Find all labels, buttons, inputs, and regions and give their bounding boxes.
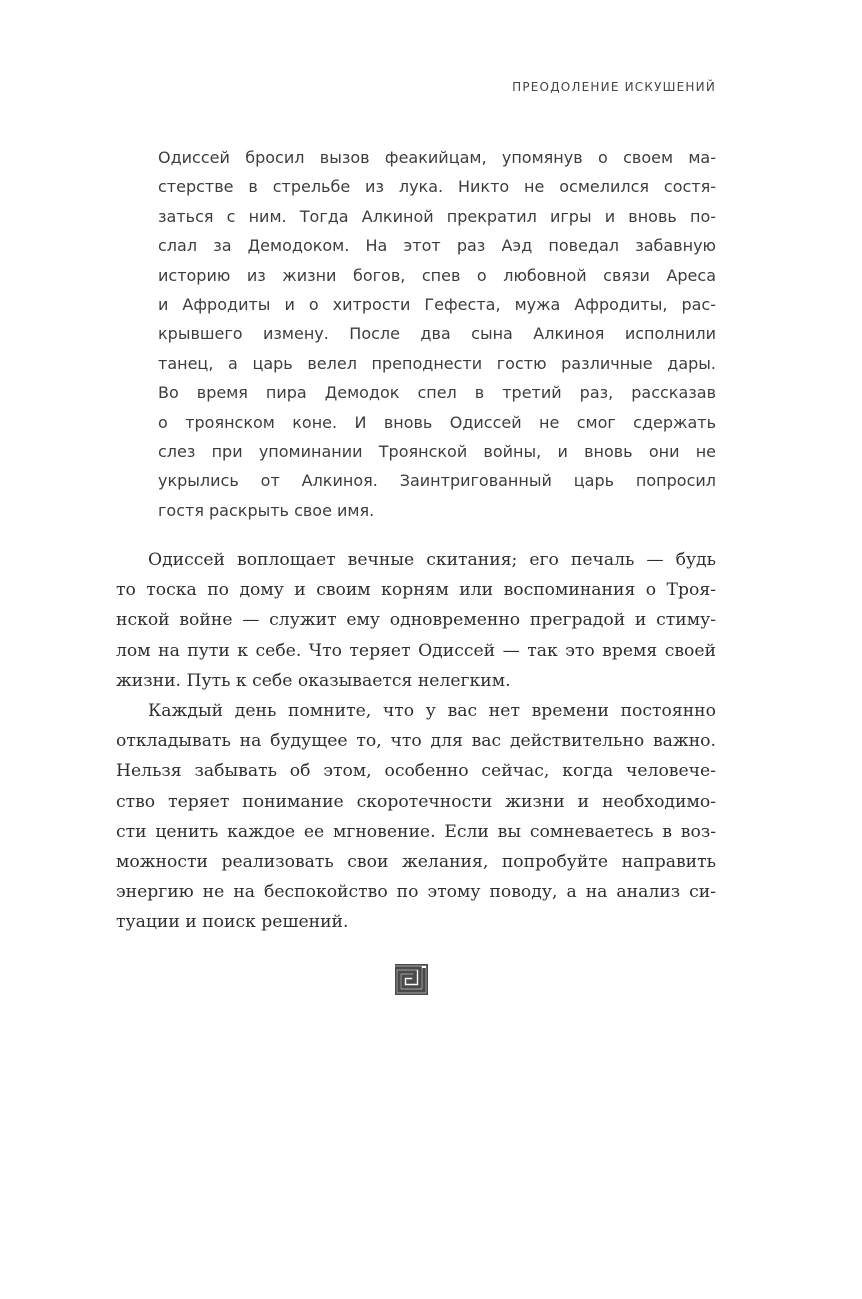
inset-paragraph — [158, 143, 716, 525]
text-line: сти ценить каждое ее мгновение. Если вы сомневаетесь в воз- — [116, 821, 716, 842]
inset-line: заться с ним. Тогда Алкиной прекратил игры и вновь по- — [158, 206, 716, 226]
inset-line: гостя раскрыть свое имя. — [158, 500, 375, 520]
text-line: энергию не на беспокойство по этому поводу, а на анализ си- — [116, 882, 716, 903]
inset-line: стерстве в стрельбе из лука. Никто не осмелился состя- — [158, 177, 716, 197]
text-line: Одиссей воплощает вечные скитания; его печаль — будь — [148, 550, 716, 570]
inset-line: историю из жизни богов, спев о любовной связи Ареса — [158, 265, 716, 285]
inset-line: и Афродиты и о хитрости Гефеста, мужа Афродиты, рас- — [158, 295, 716, 315]
greek-meander-spiral-icon — [395, 964, 428, 995]
inset-line: крывшего измену. После два сына Алкиноя исполнили — [158, 324, 716, 344]
body-text — [116, 545, 716, 938]
text-line: можности реализовать свои желания, попробуйте направить — [116, 852, 716, 873]
running-header: ПРЕОДОЛЕНИЕ ИСКУШЕНИЙ — [512, 80, 716, 94]
text-line: откладывать на будущее то, что для вас действительно важно. — [116, 731, 716, 752]
text-line: нской войне — служит ему одновременно преградой и стиму- — [116, 610, 716, 631]
paragraph — [116, 545, 716, 696]
inset-line: танец, а царь велел преподнести гостю различные дары. — [158, 353, 716, 373]
text-line: то тоска по дому и своим корням или воспоминания о Троя- — [116, 580, 716, 601]
inset-line: укрылись от Алкиноя. Заинтригованный царь попросил — [158, 471, 716, 491]
inset-line: Одиссей бросил вызов феакийцам, упомянув о своем ма- — [158, 148, 716, 167]
inset-line: Во время пира Демодок спел в третий раз, рассказав — [158, 383, 716, 403]
text-line: ство теряет понимание скоротечности жизни и необходимо- — [116, 791, 716, 812]
paragraph — [116, 696, 716, 938]
inset-line: слал за Демодоком. На этот раз Аэд поведал забавную — [158, 236, 716, 256]
text-line: Нельзя забывать об этом, особенно сейчас, когда человече- — [116, 761, 716, 782]
text-line: жизни. Путь к себе оказывается нелегким. — [116, 670, 511, 691]
inset-line: о троянском коне. И вновь Одиссей не смог сдержать — [158, 412, 716, 432]
text-line: туации и поиск решений. — [116, 912, 349, 933]
text-line: лом на пути к себе. Что теряет Одиссей — так это время своей — [116, 640, 716, 661]
inset-line: слез при упоминании Троянской войны, и вновь они не — [158, 442, 716, 462]
text-line: Каждый день помните, что у вас нет времени постоянно — [148, 701, 716, 722]
